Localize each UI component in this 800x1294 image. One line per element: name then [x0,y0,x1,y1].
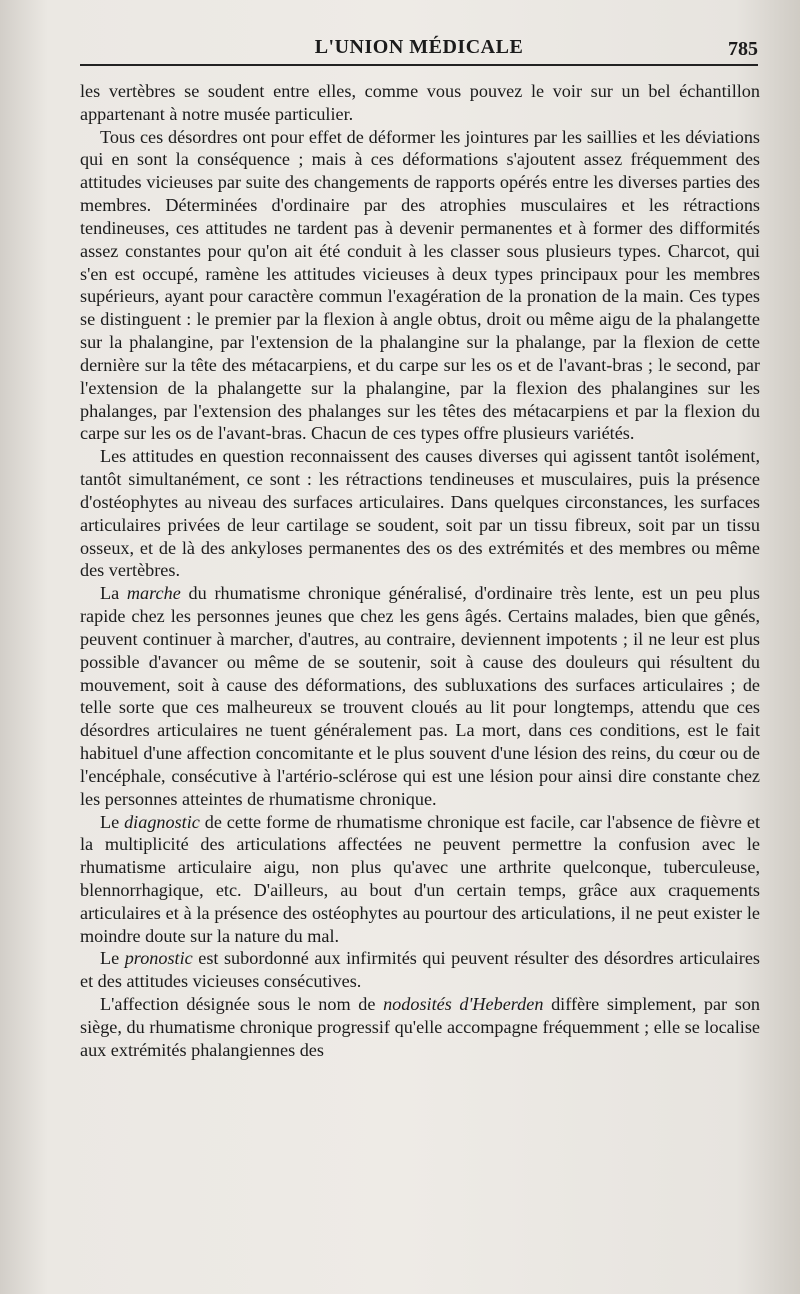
text-run: Tous ces désordres ont pour effet de déformer les jointures par les saillies et les déviations qui en sont la conséquence ; mais à ces déformations s'ajoutent assez fréquemment des attitudes vicieuses par suite des changements de rapports opérés entre les diverses parties des membres. Déterminées d'ordinaire par des atrophies musculaires et les rétractions tendineuses, ces attitudes ne tardent pas à devenir permanentes et à former des difformités assez constantes pour qu'on ait été conduit à les classer sous plusieurs types. Charcot, qui s'en est occupé, ramène les attitudes vicieuses à deux types principaux pour les membres supérieurs, ayant pour caractère commun l'exagération de la pronation de la main. Ces types se distinguent : le premier par la flexion à angle obtus, droit ou même aigu de la phalangette sur la phalangine, par l'extension de la phalangine sur la phalange, par la flexion de cette dernière sur la tête des métacarpiens, et du carpe sur les os et de l'avant-bras ; le second, par l'extension de la phalangette sur la phalangine, par la flexion des phalangines sur les phalanges, par l'extension des phalanges sur les têtes des métacarpiens et par la flexion du carpe sur les os de l'avant-bras. Chacun de ces types offre plusieurs variétés. [80,126,760,444]
journal-title: L'UNION MÉDICALE [314,36,524,58]
paragraph-6 [80,993,760,1061]
text-run: diffère simplement, par son siège, du rhumatisme chronique progressif qu'elle accompagne fréquemment ; elle se localise aux extrémités phalangiennes des [80,994,761,1060]
italic-term: nodosités d'Heberden [383,994,544,1015]
italic-term: pronostic [124,948,193,969]
text-run: de cette forme de rhumatisme chronique est facile, car l'absence de fièvre et la multiplicité des articulations affectées ne peuvent permettre la confusion avec le rhumatisme articulaire aigu, non plus qu'avec une arthrite quelconque, tuberculeuse, blennorrhagique, etc. D'ailleurs, au bout d'un certain temps, grâce aux craquements articulaires et à la présence des ostéophytes au pourtour des articulations, il ne peut exister le moindre doute sur la nature du mal. [80,811,760,946]
text-run: Le [100,811,125,832]
paragraph-2 [80,445,760,582]
text-run: Les attitudes en question reconnaissent des causes diverses qui agissent tantôt isolément, tantôt simultanément, ce sont : les rétractions tendineuses et musculaires, puis la présence d'ostéophytes au niveau des surfaces articulaires. Dans quelques circonstances, les surfaces articulaires privées de leur cartilage se soudent, soit par un tissu fibreux, soit par un tissu osseux, et de là des ankyloses permanentes des os des extrémités et des membres ou même des vertèbres. [80,446,760,581]
paragraph-5 [80,947,760,993]
text-run: L'affection désignée sous le nom de [100,994,384,1015]
page-number: 785 [728,38,758,60]
italic-term: marche [126,583,181,604]
text-run: est subordonné aux infirmités qui peuvent résulter des désordres articulaires et des attitudes vicieuses consécutives. [80,948,760,992]
text-run: du rhumatisme chronique généralisé, d'ordinaire très lente, est un peu plus rapide chez les personnes jeunes que chez les gens âgés. Certains malades, bien que gênés, peuvent continuer à marcher, d'autres, au contraire, deviennent impotents ; il ne leur est plus possible d'avancer ou même de se soutenir, soit à cause des douleurs qui résultent du mouvement, soit à cause des déformations, des subluxations des surfaces articulaires ; de telle sorte que ces malheureux se trouvent cloués au lit pour longtemps, attendu que ces désordres articulaires ne tuent généralement pas. La mort, dans ces conditions, est le fait habituel d'une affection concomitante et le plus souvent d'une lésion des reins, du cœur ou de l'encéphale, consécutive à l'artério-sclérose qui est une lésion pour ainsi dire constante chez les personnes atteintes de rhumatisme chronique. [80,583,760,809]
text-run: La [100,583,127,604]
header-rule [80,64,758,66]
paragraph-0 [80,80,760,126]
paragraph-4 [80,811,760,948]
italic-term: diagnostic [124,811,200,832]
article-body [80,80,760,1062]
text-run: les vertèbres se soudent entre elles, comme vous pouvez le voir sur un bel échantillon appartenant à notre musée particulier. [80,81,760,124]
paragraph-1 [80,126,760,446]
text-run: Le [100,948,125,969]
running-header [80,36,758,64]
paragraph-3 [80,582,760,810]
